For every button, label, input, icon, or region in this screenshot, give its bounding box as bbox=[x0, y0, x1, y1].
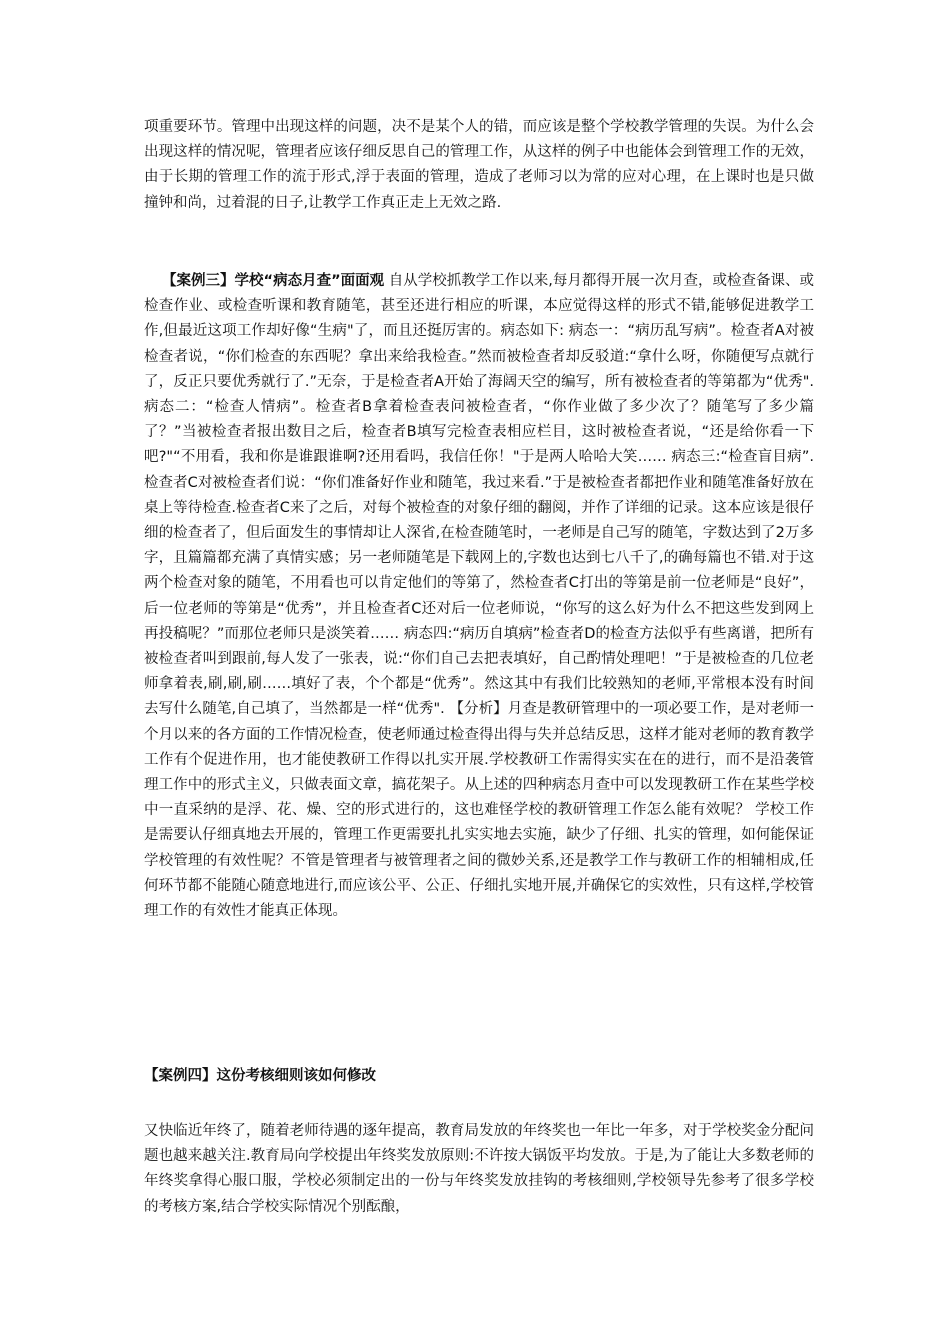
case3-body: 自从学校抓教学工作以来,每月都得开展一次月查，或检查备课、或检查作业、或检查听课和教育随笔，甚至还进行相应的听课，本应觉得这样的形式不错,能够促进教学工作,但最近这项工作却好像“生病"了，而且还挺厉害的。病态如下: 病态一：“病历乱写病”。检查者A对被检查者说，“你们检查的东西呢？拿出来给我检查。”然而被检查者却反驳道:“拿什么呀，你随便写点就行了，反正只要优秀就行了.”无奈，于是检查者A开始了海阔天空的编写，所有被检查者的等第都为“优秀". 病态二：“检查人情病”。检查者B拿着检查表问被检查者，“你作业做了多少次了？随笔写了多少篇了？”当被检查者报出数目之后，检查者B填写完检查表相应栏目，这时被检查者说，“还是给你看一下吧?"“不用看，我和你是谁跟谁啊?还用看吗，我信任你！"于是两人哈哈大笑…… 病态三:“检查盲目病”.检查者C对被检查者们说：“你们准备好作业和随笔，我过来看.”于是被检查者都把作业和随笔准备好放在桌上等待检查.检查者C来了之后，对每个被检查的对象仔细的翻阅，并作了详细的记录。这本应该是很仔细的检查者了，但后面发生的事情却让人深省,在检查随笔时，一老师是自己写的随笔，字数达到了2万多字，且篇篇都充满了真情实感；另一老师随笔是下载网上的,字数也达到七八千了,的确每篇也不错.对于这两个检查对象的随笔，不用看也可以肯定他们的等第了，然检查者C打出的等第是前一位老师是“良好”，后一位老师的等第是“优秀”，并且检查者C还对后一位老师说，“你写的这么好为什么不把这些发到网上再投稿呢？”而那位老师只是淡笑着…… 病态四:“病历自填病”检查者D的检查方法似乎有些离谱，把所有被检查者叫到跟前,每人发了一张表，说:“你们自己去把表填好，自己酌情处理吧！”于是被检查的几位老师拿着表,刷,刷,刷……填好了表，个个都是“优秀”。然这其中有我们比较熟知的老师,平常根本没有时间去写什么随笔,自己填了，当然都是一样“优秀". 【分析】月查是教研管理中的一项必要工作，是对老师一个月以来的各方面的工作情况检查，使老师通过检查得出得与失并总结反思，这样才能对老师的教育教学工作有个促进作用，也才能使教研工作得以扎实开展.学校教研工作需得实实在在的进行，而不是沿袭管理工作中的形式主义，只做表面文章，搞花架子。从上述的四种病态月查中可以发现教研工作在某些学校中一直采纳的是浮、花、燥、空的形式进行的，这也难怪学校的教研管理工作怎么能有效呢？ 学校工作是需要认仔细真地去开展的，管理工作更需要扎扎实实地去实施，缺少了仔细、扎实的管理，如何能保证学校管理的有效性呢？不管是管理者与被管理者之间的微妙关系,还是教学工作与教研工作的相辅相成,任何环节都不能随心随意地进行,而应该公平、公正、仔细扎实地开展,并确保它的实效性，只有这样,学校管理工作的有效性才能真正体现。 bbox=[144, 273, 814, 920]
case3-heading: 【案例三】学校“病态月查”面面观 bbox=[162, 273, 385, 289]
paragraph-continued: 项重要环节。管理中出现这样的问题，决不是某个人的错，而应该是整个学校教学管理的失误。为什么会出现这样的情况呢，管理者应该仔细反思自己的管理工作，从这样的例子中也能体会到管理工作的无效，由于长期的管理工作的流于形式,浮于表面的管理，造成了老师习以为常的应对心理，在上课时也是只做撞钟和尚，过着混的日子,让教学工作真正走上无效之路. bbox=[144, 119, 814, 211]
case4-heading: 【案例四】这份考核细则该如何修改 bbox=[144, 1068, 376, 1084]
case3-paragraph bbox=[144, 269, 814, 924]
case4-paragraph: 又快临近年终了，随着老师待遇的逐年提高，教育局发放的年终奖也一年比一年多，对于学校奖金分配问题也越来越关注.教育局向学校提出年终奖发放原则:不许按大锅饭平均发放。于是,为了能让大多数老师的年终奖拿得心服口服，学校必须制定出的一份与年终奖发放挂钩的考核细则,学校领导先参考了很多学校的考核方案,结合学校实际情况个别酝酿， bbox=[144, 1123, 814, 1215]
